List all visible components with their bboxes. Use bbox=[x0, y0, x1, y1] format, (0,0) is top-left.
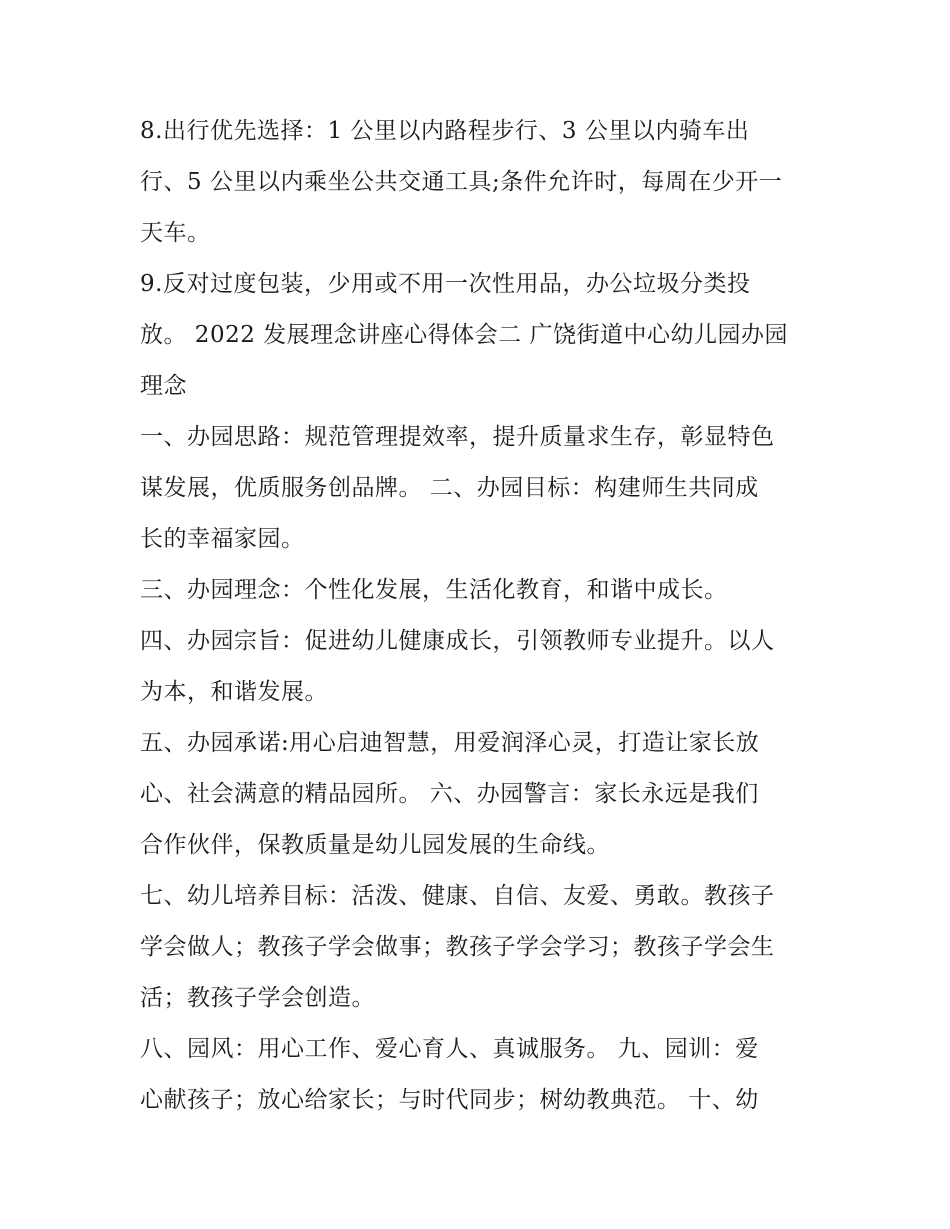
text-line: 一、办园思路：规范管理提效率，提升质量求生存，彰显特色 bbox=[140, 424, 775, 450]
text-line: 三、办园理念：个性化发展，生活化教育，和谐中成长。 bbox=[140, 577, 728, 603]
text-line: 八、园风：用心工作、爱心育人、真诚服务。 九、园训：爱 bbox=[140, 1036, 759, 1062]
text-line: 9.反对过度包装，少用或不用一次性用品，办公垃圾分类投 bbox=[140, 271, 751, 297]
text-line: 五、办园承诺:用心启迪智慧，用爱润泽心灵，打造让家长放 bbox=[140, 730, 760, 756]
text-line: 心献孩子；放心给家长；与时代同步；树幼教典范。 十、幼 bbox=[140, 1087, 759, 1113]
text-line: 合作伙伴，保教质量是幼儿园发展的生命线。 bbox=[140, 832, 610, 858]
text-line: 学会做人；教孩子学会做事；教孩子学会学习；教孩子学会生 bbox=[140, 934, 775, 960]
text-line: 四、办园宗旨：促进幼儿健康成长，引领教师专业提升。以人 bbox=[140, 628, 775, 654]
document-body bbox=[140, 106, 820, 1126]
text-line: 天车。 bbox=[140, 220, 211, 246]
text-line: 谋发展，优质服务创品牌。 二、办园目标：构建师生共同成 bbox=[140, 475, 759, 501]
text-line: 七、幼儿培养目标：活泼、健康、自信、友爱、勇敢。教孩子 bbox=[140, 883, 775, 909]
text-line: 为本，和谐发展。 bbox=[140, 679, 328, 705]
text-line: 理念 bbox=[140, 373, 187, 399]
text-line: 心、社会满意的精品园所。 六、办园警言：家长永远是我们 bbox=[140, 781, 759, 807]
text-line: 活；教孩子学会创造。 bbox=[140, 985, 375, 1011]
text-line: 8.出行优先选择：1 公里以内路程步行、3 公里以内骑车出 bbox=[140, 118, 750, 144]
text-line: 长的幸福家园。 bbox=[140, 526, 305, 552]
text-line: 放。 2022 发展理念讲座心得体会二 广饶街道中心幼儿园办园 bbox=[140, 322, 788, 348]
text-line: 行、5 公里以内乘坐公共交通工具;条件允许时，每周在少开一 bbox=[140, 169, 783, 195]
